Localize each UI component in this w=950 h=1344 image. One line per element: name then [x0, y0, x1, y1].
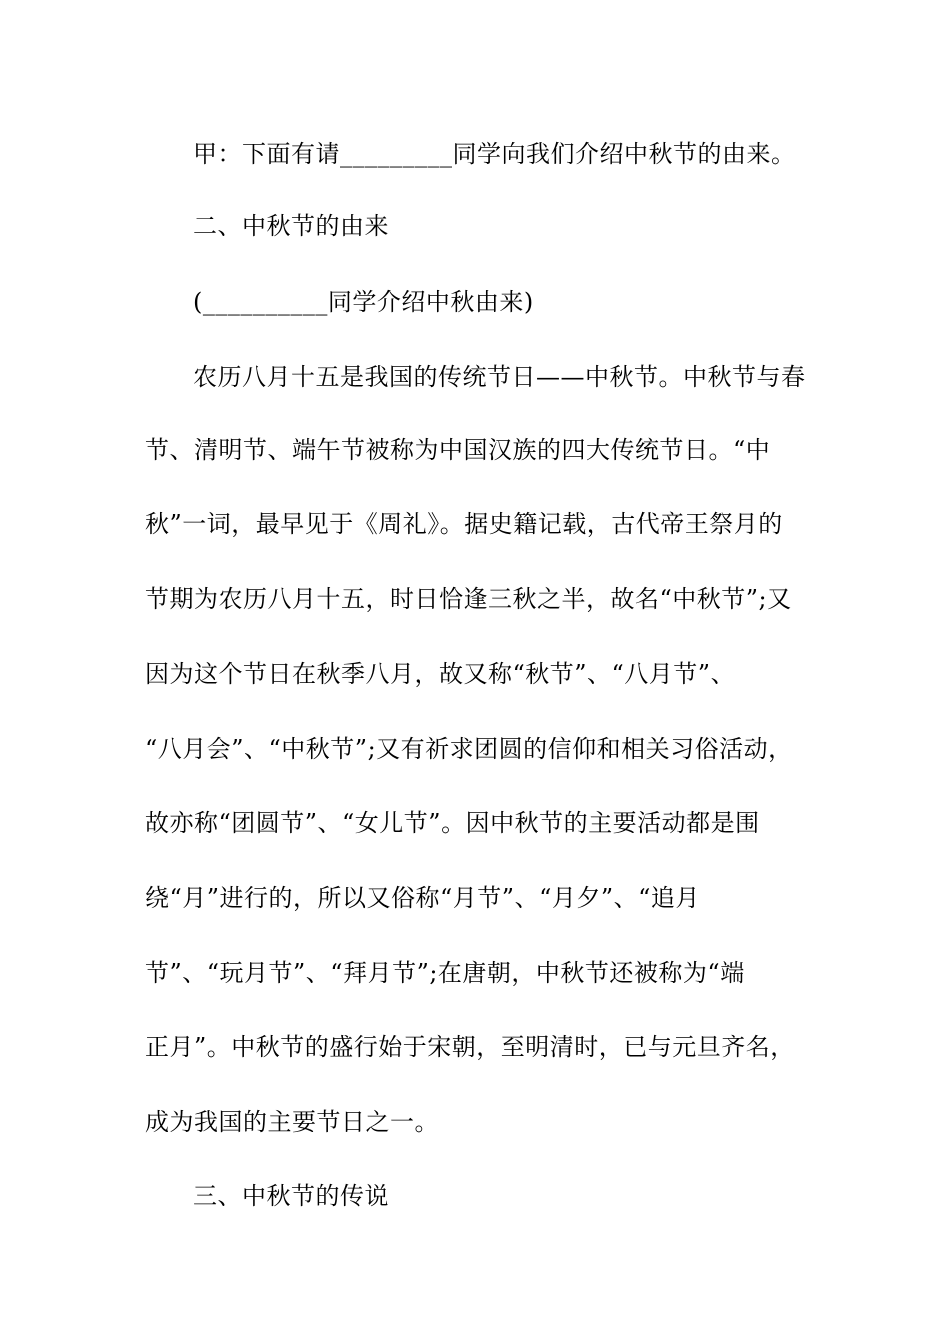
paragraph-line: 绕“月”进行的，所以又俗称“月节”、“月夕”、“追月: [145, 884, 700, 912]
section-heading-legend: 三、中秋节的传说: [193, 1182, 389, 1210]
section-heading-origin: 二、中秋节的由来: [193, 212, 389, 240]
paragraph-line: 故亦称“团圆节”、“女儿节”。因中秋节的主要活动都是围: [145, 809, 760, 837]
paragraph-line: 因为这个节日在秋季八月，故又称“秋节”、“八月节”、: [145, 660, 736, 688]
paragraph-line: 农历八月十五是我国的传统节日——中秋节。中秋节与春: [193, 363, 806, 391]
paragraph-line: 节”、“玩月节”、“拜月节”;在唐朝，中秋节还被称为“端: [145, 959, 745, 987]
paragraph-line: 秋”一词，最早见于《周礼》。据史籍记载，古代帝王祭月的: [145, 510, 783, 538]
paragraph-line: “八月会”、“中秋节”;又有祈求团圆的信仰和相关习俗活动，: [145, 735, 793, 763]
paragraph-line: 成为我国的主要节日之一。: [145, 1108, 439, 1136]
paragraph-line: 正月”。中秋节的盛行始于宋朝，至明清时，已与元旦齐名，: [145, 1033, 795, 1061]
paragraph-line: 节期为农历八月十五，时日恰逢三秋之半，故名“中秋节”;又: [145, 585, 792, 613]
host-line-intro: 甲：下面有请_________同学向我们介绍中秋节的由来。: [193, 140, 796, 168]
paragraph-line: 节、清明节、端午节被称为中国汉族的四大传统节日。“中: [145, 436, 771, 464]
stage-note-introduction: (__________同学介绍中秋由来): [193, 288, 534, 316]
